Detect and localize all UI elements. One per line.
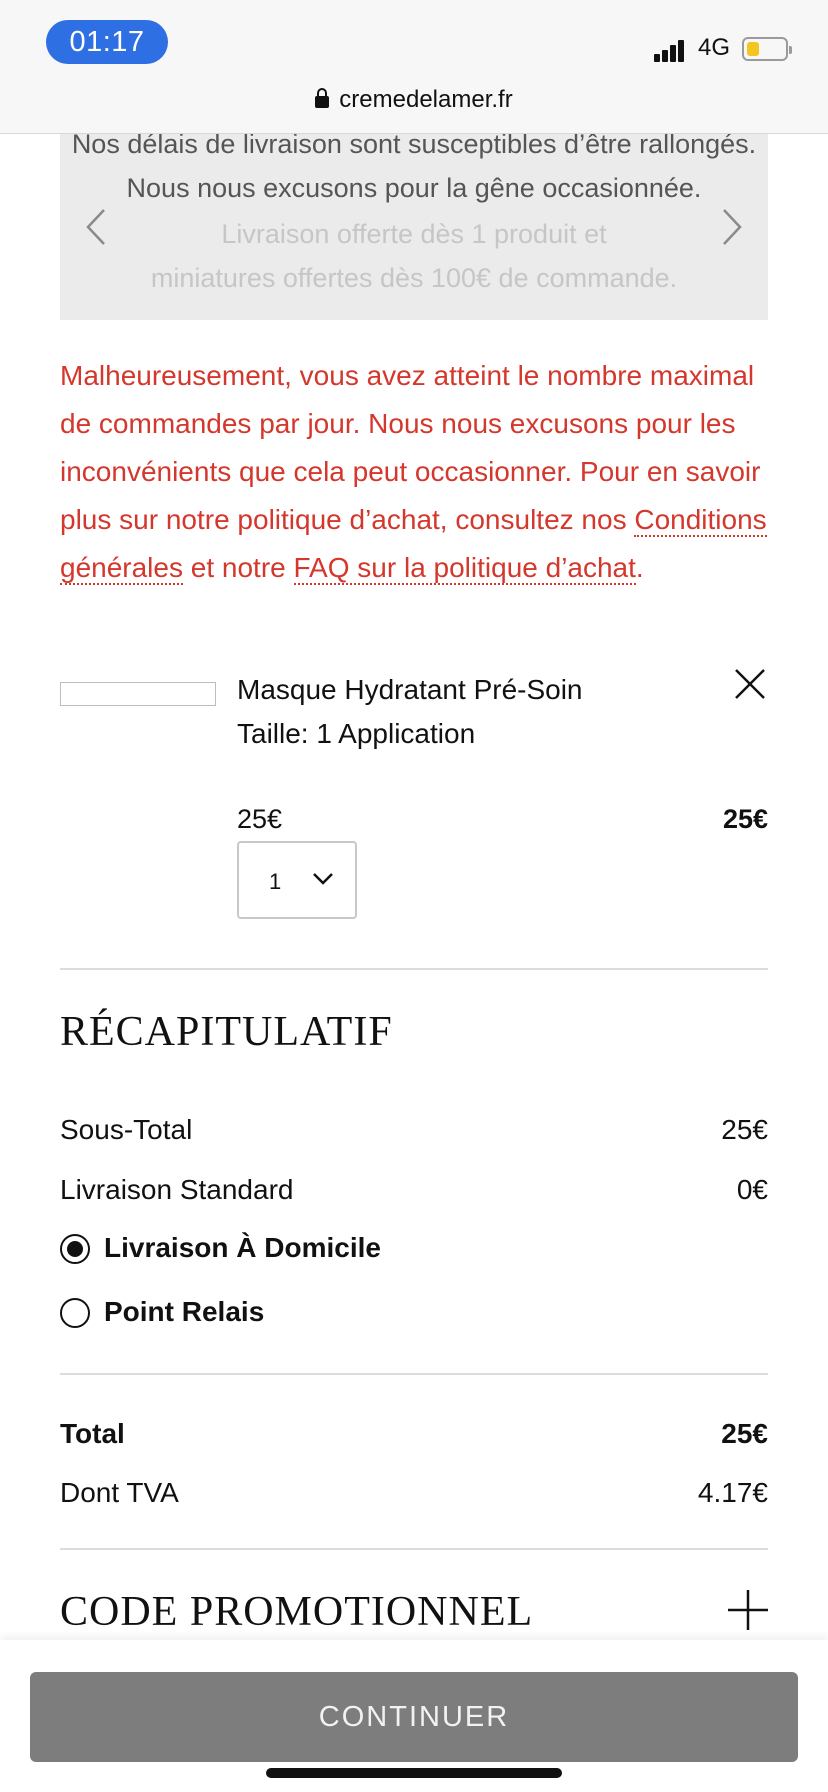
url-domain: cremedelamer.fr: [339, 86, 513, 113]
divider: [60, 1373, 768, 1375]
product-size: Taille: 1 Application: [237, 718, 476, 749]
subtotal-label: Sous-Total: [60, 1114, 193, 1145]
subtotal-value: 25€: [721, 1114, 768, 1145]
continue-button[interactable]: CONTINUER: [30, 1672, 798, 1762]
close-icon[interactable]: [730, 664, 770, 704]
quantity-select[interactable]: [237, 841, 357, 919]
home-delivery-label: Livraison À Domicile: [104, 1232, 381, 1263]
home-delivery-radio[interactable]: [60, 1234, 90, 1264]
cellular-signal-icon: [654, 38, 688, 62]
banner-message: Nos délais de livraison sont susceptibles d’être rallongés. Nous nous excusons pour la gêne occasionnée.: [71, 134, 757, 203]
product-image[interactable]: [60, 682, 216, 706]
url-bar[interactable]: [0, 86, 828, 114]
summary-title: RÉCAPITULATIF: [60, 1009, 393, 1055]
order-limit-error: Malheureusement, vous avez atteint le nombre maximal de commandes par jour. Nous nous excusons pour les inconvénients que cela peut occasionner. Pour en savoir plus sur notre politique d’achat, consultez nos Conditions générales et notre FAQ sur la politique d’achat.: [60, 360, 767, 583]
chevron-left-icon[interactable]: [76, 202, 116, 252]
status-time: 01:17: [46, 20, 168, 64]
quantity-value: 1: [269, 869, 282, 894]
terms-link[interactable]: Conditions générales: [60, 504, 767, 583]
network-type: 4G: [698, 34, 731, 61]
chevron-right-icon[interactable]: [712, 202, 752, 252]
battery-icon: [742, 37, 788, 61]
total-label: Total: [60, 1418, 125, 1449]
shipping-value: 0€: [736, 1174, 768, 1205]
faq-purchase-policy-link[interactable]: FAQ sur la politique d’achat: [293, 552, 636, 583]
promo-code-title[interactable]: CODE PROMOTIONNEL: [60, 1589, 534, 1635]
vat-label: Dont TVA: [60, 1477, 179, 1508]
lock-icon: [315, 96, 329, 108]
shipping-label: Livraison Standard: [60, 1174, 294, 1205]
unit-price: 25€: [237, 804, 283, 834]
total-value: 25€: [721, 1418, 768, 1449]
divider: [60, 968, 768, 970]
line-total-price: 25€: [722, 804, 768, 834]
product-name[interactable]: Masque Hydratant Pré-Soin: [237, 674, 583, 705]
browser-top-bar: [0, 0, 828, 134]
divider: [60, 1548, 768, 1550]
home-indicator[interactable]: [266, 1768, 562, 1778]
plus-icon[interactable]: [728, 1590, 768, 1630]
vat-value: 4.17€: [697, 1477, 768, 1508]
pickup-point-label: Point Relais: [104, 1296, 265, 1327]
promo-banner-carousel: [60, 134, 768, 320]
chevron-down-icon: [311, 869, 335, 889]
pickup-point-radio[interactable]: [60, 1298, 90, 1328]
banner-ghost-text: Livraison offerte dès 1 produit et miniatures offertes dès 100€ de commande.: [150, 219, 678, 293]
